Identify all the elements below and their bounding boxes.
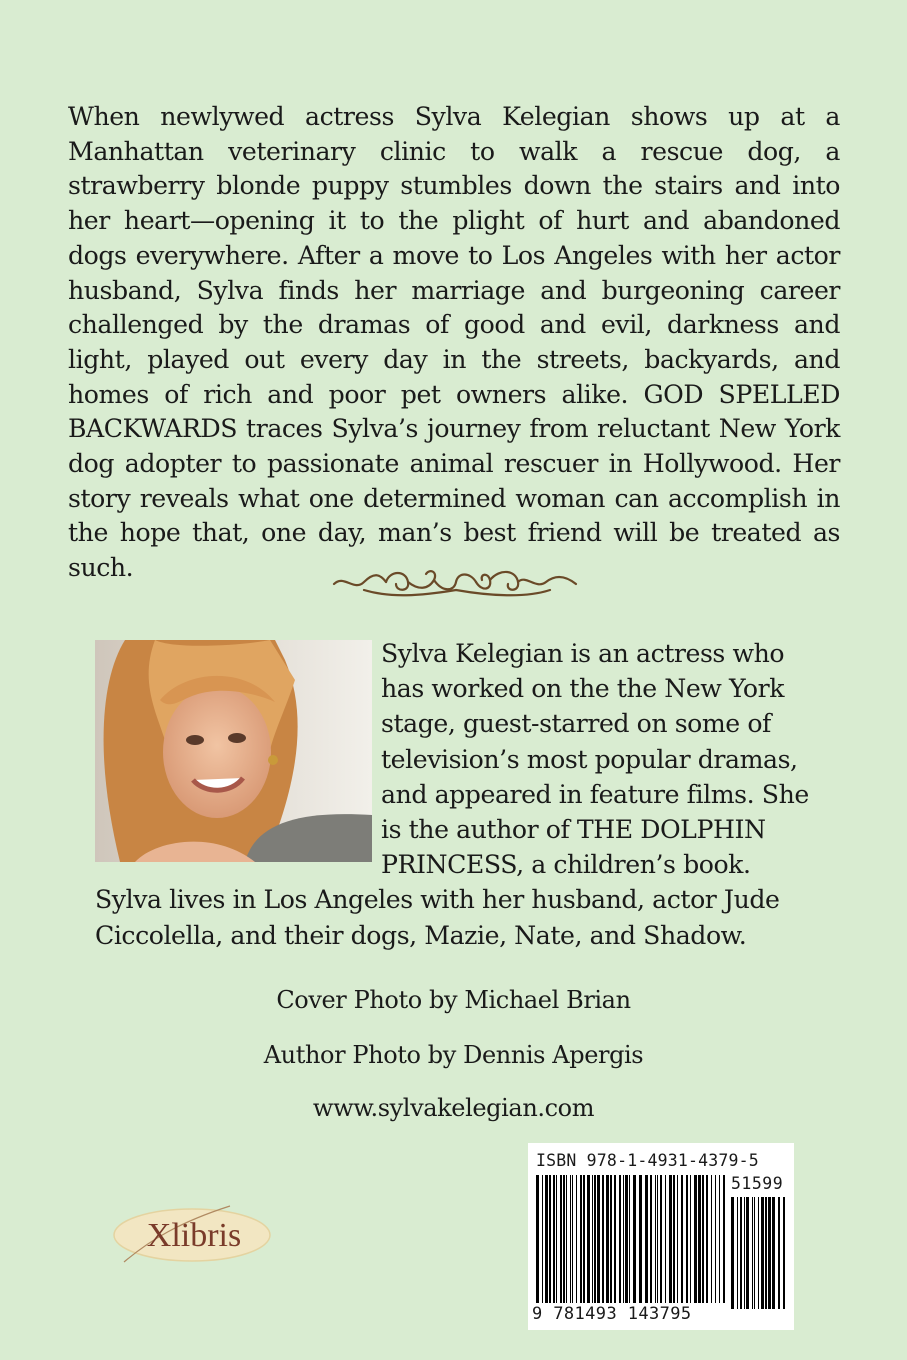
- publisher-logo: [110, 1200, 280, 1270]
- barcode-bar: [597, 1175, 600, 1303]
- barcode-bar: [737, 1197, 738, 1309]
- barcode-bar: [560, 1175, 562, 1303]
- barcode-bar: [740, 1197, 742, 1309]
- barcode-bar: [592, 1175, 593, 1303]
- barcode-bar: [545, 1175, 548, 1303]
- addon-barcode-icon: [731, 1197, 786, 1309]
- barcode-bar: [669, 1175, 672, 1303]
- barcode-bar: [706, 1175, 708, 1303]
- barcode-bar: [602, 1175, 604, 1303]
- barcode-bar: [572, 1175, 573, 1303]
- ornament-divider-icon: [330, 560, 580, 604]
- xlibris-logo-icon: [110, 1200, 280, 1270]
- barcode-bar: [778, 1197, 780, 1309]
- barcode-bar: [633, 1175, 636, 1303]
- barcode-bar: [619, 1175, 621, 1303]
- barcode-bar: [660, 1175, 662, 1303]
- barcode-bar: [556, 1175, 557, 1303]
- barcode-bar: [610, 1175, 612, 1303]
- barcode-bar: [553, 1175, 555, 1303]
- barcode-bar: [657, 1175, 658, 1303]
- author-bio-text: Sylva Kelegian is an actress who has worked on the the New York stage, guest-starred on some of television’s most popular dramas, and appeared in feature films. She is the author of THE DOLPHIN PRINCESS, a children’s book. Sylva lives in Los Angeles with her husband, actor Jude Ciccolella, and their dogs, Mazie, Nate, and Shadow.: [95, 639, 809, 950]
- barcode-bar: [719, 1175, 720, 1303]
- barcode-bar: [673, 1175, 675, 1303]
- barcode-bar: [731, 1197, 734, 1309]
- barcode-bar: [639, 1175, 642, 1303]
- barcode-bar: [758, 1197, 759, 1309]
- barcode-bar: [536, 1175, 539, 1303]
- barcode-bar: [629, 1175, 630, 1303]
- barcode-bar: [580, 1175, 582, 1303]
- barcode-bar: [698, 1175, 701, 1303]
- barcode-bar: [563, 1175, 565, 1303]
- barcode-bar: [645, 1175, 648, 1303]
- barcode-bar: [711, 1175, 712, 1303]
- barcode-bar: [614, 1175, 616, 1303]
- barcode-bar: [606, 1175, 609, 1303]
- barcode-bar: [746, 1197, 749, 1309]
- barcode-bar: [752, 1197, 753, 1309]
- cover-photo-credit: Cover Photo by Michael Brian: [276, 986, 631, 1014]
- barcode-bar: [650, 1175, 652, 1303]
- isbn-label: ISBN 978-1-4931-4379-5: [536, 1151, 759, 1170]
- barcode-bar: [625, 1175, 628, 1303]
- barcode-bar: [623, 1175, 624, 1303]
- barcode-bar: [576, 1175, 577, 1303]
- barcode-bar: [783, 1197, 785, 1309]
- barcode-bar: [681, 1175, 683, 1303]
- barcode-bar: [549, 1175, 551, 1303]
- back-cover-blurb: When newlywed actress Sylva Kelegian shows up at a Manhattan veterinary clinic to walk a rescue dog, a strawberry blonde puppy stumbles down the stairs and into her heart—opening it to the plight of hurt and abandoned dogs everywhere. After a move to Los Angeles with her actor husband, Sylva finds her marriage and burgeoning career challenged by the dramas of good and evil, darkness and light, played out every day in the streets, backyards, and homes of rich and poor pet owners alike. GOD SPELLED BACKWARDS traces Sylva’s journey from reluctant New York dog adopter to passionate animal rescuer in Hollywood. Her story reveals what one determined woman can accomplish in the hope that, one day, man’s best friend will be treated as such.: [68, 102, 840, 583]
- isbn-barcode: [528, 1143, 794, 1330]
- barcode-bar: [723, 1175, 725, 1303]
- barcode-bar: [702, 1175, 704, 1303]
- ean-digits: 9 781493 143795: [532, 1304, 692, 1324]
- price-code: 51599: [731, 1174, 784, 1193]
- barcode-bar: [694, 1175, 697, 1303]
- photo-wrap-space: [95, 636, 381, 864]
- barcode-bar: [587, 1175, 590, 1303]
- author-photo-credit: Author Photo by Dennis Apergis: [263, 1041, 644, 1069]
- logo-text: Xlibris: [146, 1217, 242, 1254]
- barcode-bar: [765, 1197, 767, 1309]
- barcode-bar: [570, 1175, 571, 1303]
- barcode-bar: [583, 1175, 585, 1303]
- barcode-bar: [686, 1175, 688, 1303]
- barcode-bar: [761, 1197, 764, 1309]
- barcode-bar: [744, 1197, 745, 1309]
- barcode-bar: [772, 1197, 775, 1309]
- ean-barcode-icon: [536, 1175, 726, 1309]
- barcode-bar: [715, 1175, 716, 1303]
- author-bio: [95, 636, 813, 953]
- barcode-bar: [594, 1175, 596, 1303]
- barcode-bar: [655, 1175, 656, 1303]
- barcode-bar: [677, 1175, 678, 1303]
- barcode-bar: [566, 1175, 567, 1303]
- barcode-bar: [690, 1175, 691, 1303]
- author-website[interactable]: www.sylvakelegian.com: [312, 1094, 595, 1122]
- barcode-bar: [665, 1175, 666, 1303]
- barcode-bar: [542, 1175, 543, 1303]
- barcode-bar: [768, 1197, 771, 1309]
- barcode-bar: [754, 1197, 755, 1309]
